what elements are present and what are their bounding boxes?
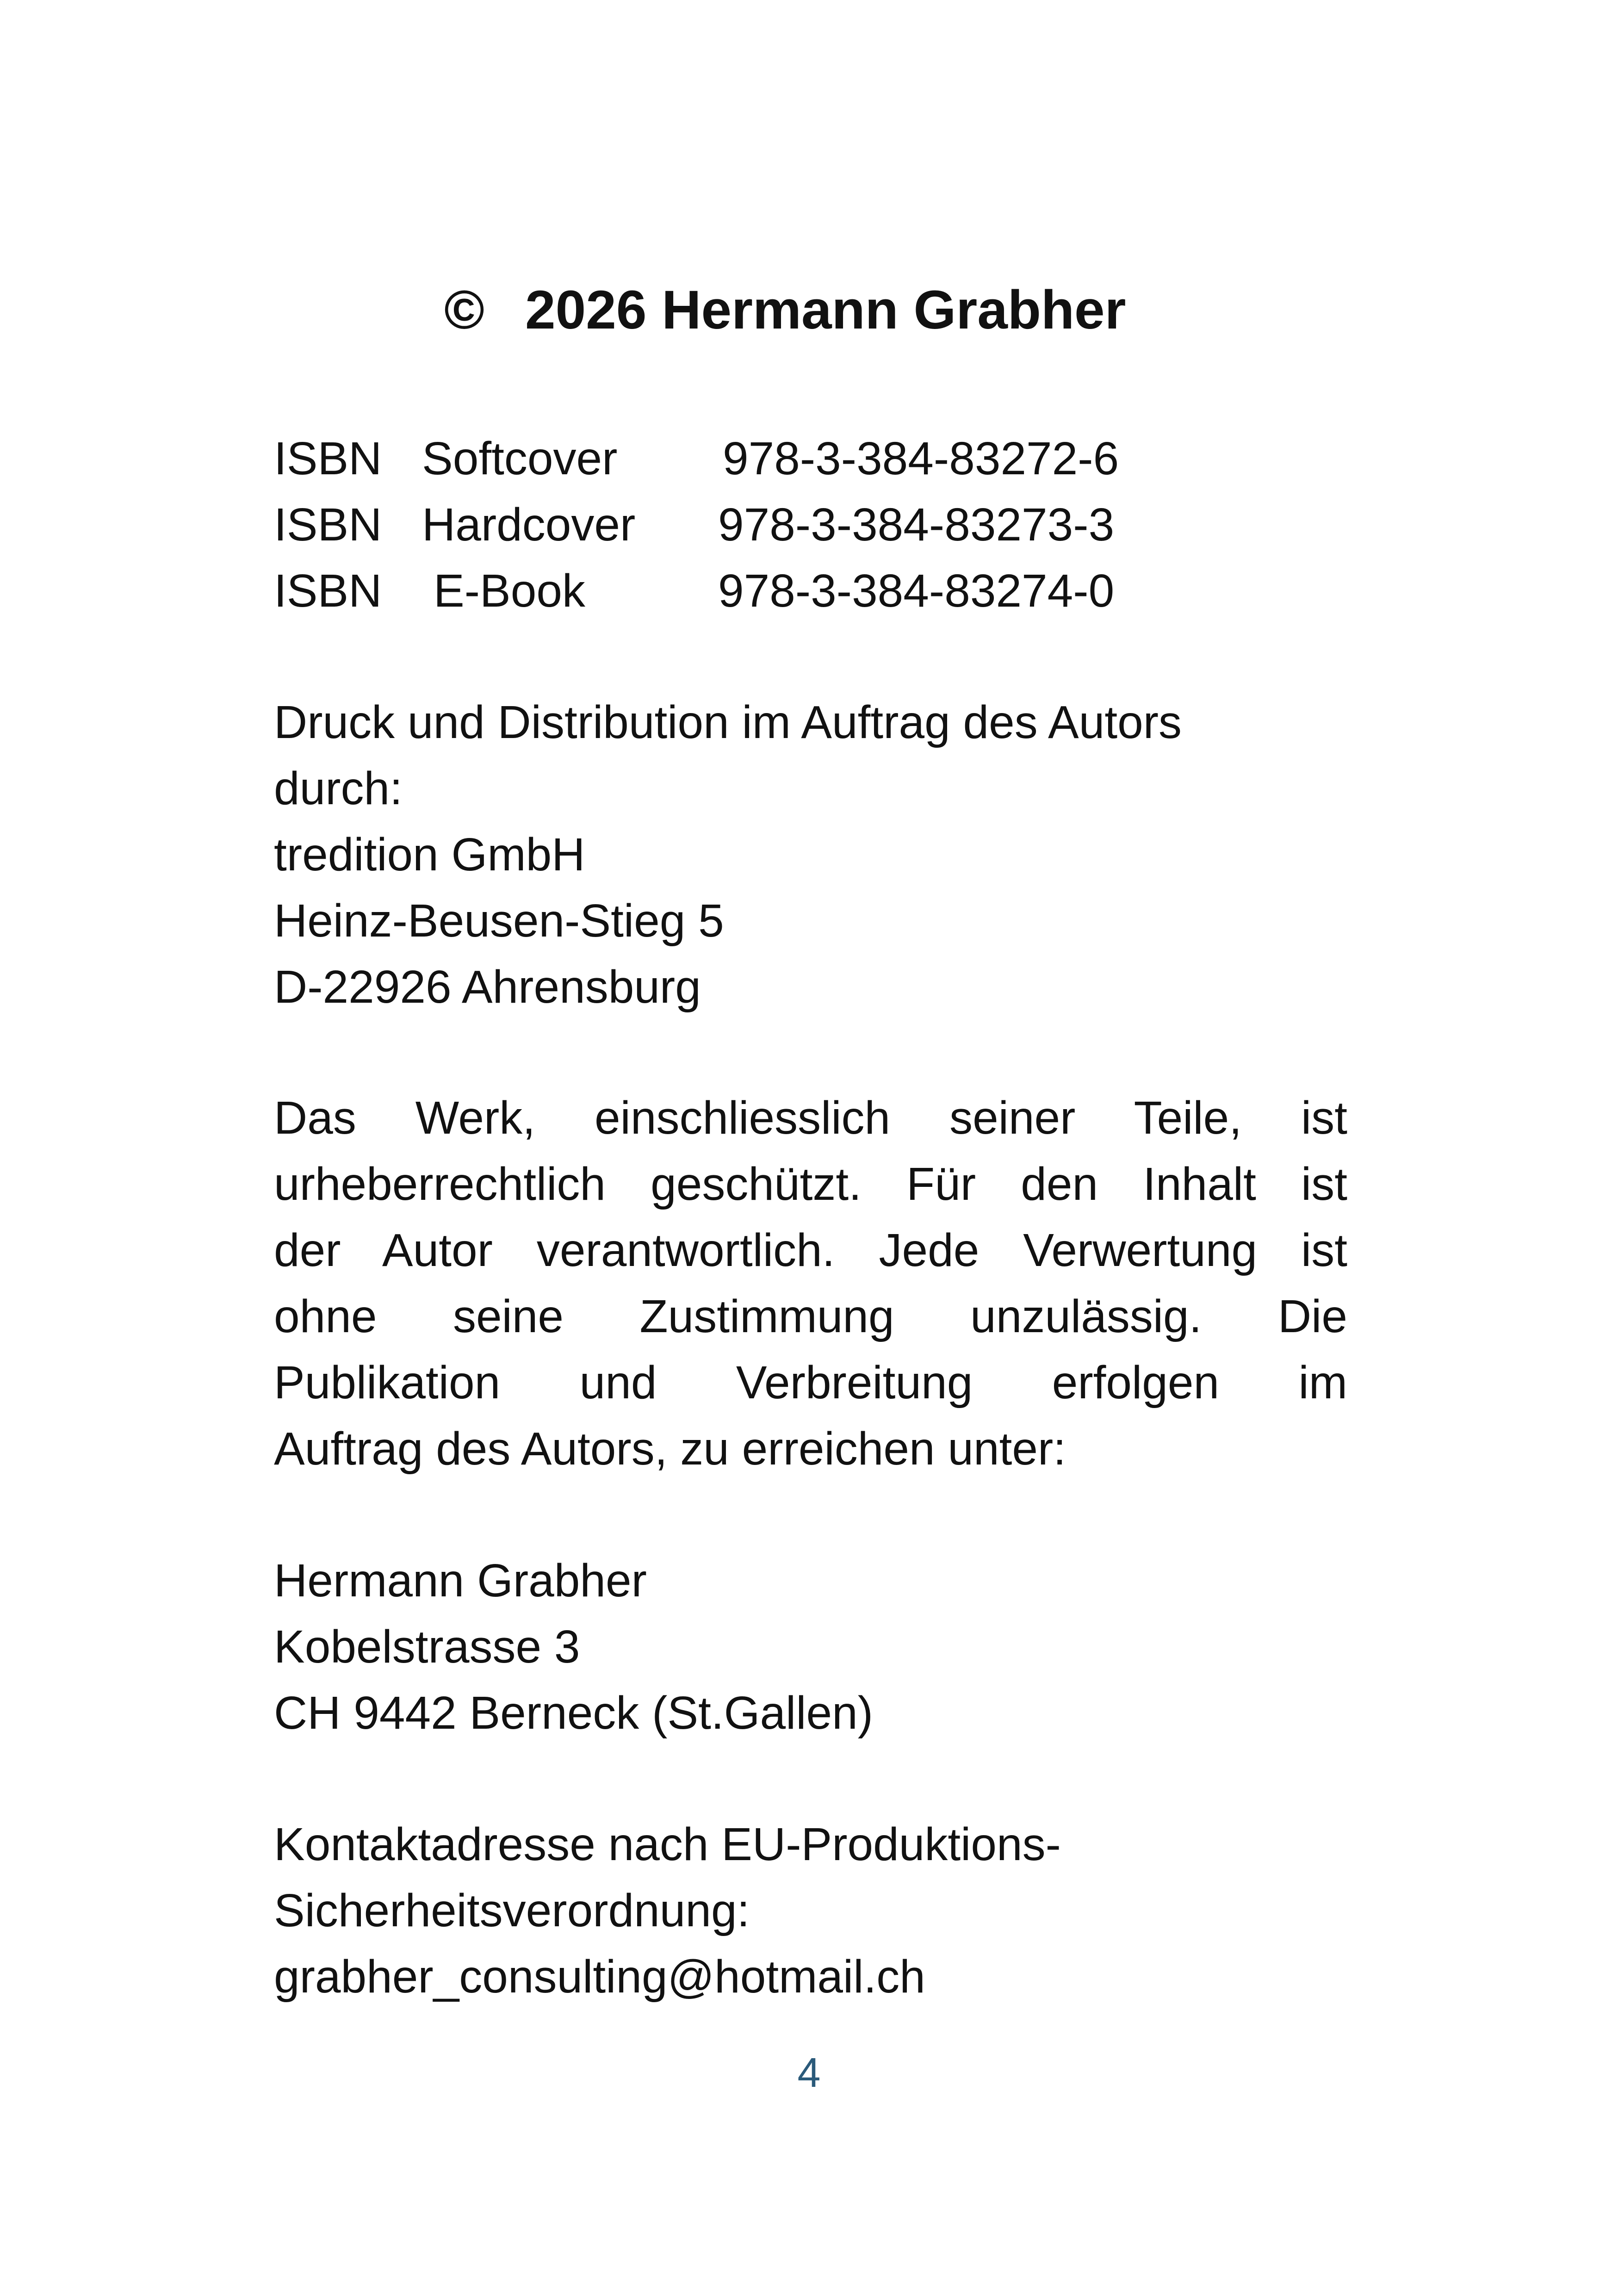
rights-line: der Autor verantwortlich. Jede Verwertung ist (274, 1224, 1347, 1276)
isbn-label: ISBN (274, 433, 382, 484)
distribution-line: durch: (274, 763, 403, 814)
copyright-symbol: © (444, 279, 484, 341)
isbn-format: Softcover (422, 433, 618, 484)
contact-line: Kontaktadresse nach EU-Produktions- (274, 1818, 1061, 1870)
author-name: Hermann Grabher (274, 1555, 647, 1607)
rights-line: ohne seine Zustimmung unzulässig. Die (274, 1291, 1347, 1342)
copyright-heading (444, 278, 1231, 342)
publisher-name: tredition GmbH (274, 829, 585, 881)
isbn-label: ISBN (274, 565, 382, 617)
rights-line: Publikation und Verbreitung erfolgen im (274, 1357, 1347, 1409)
author-address-block (274, 1548, 1347, 1746)
isbn-number: 978-3-384-83273-3 (718, 499, 1115, 551)
distribution-line: Druck und Distribution im Auftrag des Autors (274, 696, 1182, 748)
rights-line: Auftrag des Autors, zu erreichen unter: (274, 1423, 1066, 1475)
contact-block (274, 1812, 1347, 2010)
rights-line: Das Werk, einschliesslich seiner Teile, ist (274, 1092, 1347, 1144)
page-number: 4 (797, 2050, 821, 2096)
contact-email: grabher_consulting@hotmail.ch (274, 1951, 925, 2003)
isbn-number: 978-3-384-83274-0 (718, 565, 1115, 617)
isbn-label: ISBN (274, 499, 382, 551)
contact-line: Sicherheitsverordnung: (274, 1885, 750, 1936)
rights-line: urheberrechtlich geschützt. Für den Inhalt ist (274, 1158, 1347, 1210)
isbn-format: Hardcover (422, 499, 636, 551)
isbn-format: E-Book (434, 565, 585, 617)
author-city: CH 9442 Berneck (St.Gallen) (274, 1687, 874, 1739)
author-street: Kobelstrasse 3 (274, 1621, 580, 1673)
rights-paragraph (274, 1085, 1347, 1482)
publisher-city: D-22926 Ahrensburg (274, 961, 701, 1013)
publisher-street: Heinz-Beusen-Stieg 5 (274, 895, 724, 947)
isbn-number: 978-3-384-83272-6 (723, 433, 1119, 484)
distribution-block (274, 689, 1347, 1020)
copyright-text: 2026 Hermann Grabher (525, 279, 1126, 341)
